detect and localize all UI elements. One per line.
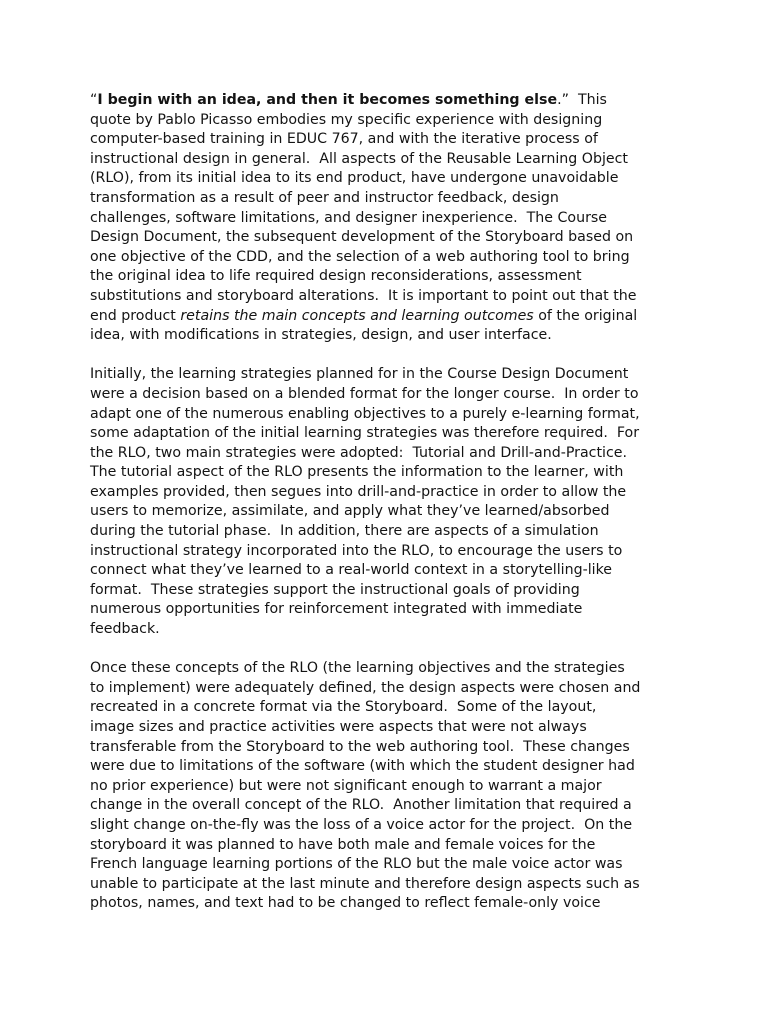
text-line: were due to limitations of the software (with which the student designer had: [90, 758, 635, 775]
text-line: image sizes and practice activities were aspects that were not always: [90, 719, 587, 735]
text-line: computer-based training in EDUC 767, and with the iterative process of: [90, 131, 598, 148]
text-line: instructional design in general. All aspects of the Reusable Learning Object: [90, 150, 628, 167]
text-line: feedback.: [90, 621, 160, 638]
text-line: unable to participate at the last minute and therefore design aspects such as: [90, 875, 640, 892]
text-line: Once these concepts of the RLO (the learning objectives and the strategies: [90, 660, 625, 677]
text-line: adapt one of the numerous enabling objectives to a purely e-learning format,: [90, 405, 640, 422]
text-line: format. These strategies support the instructional goals of providing: [90, 581, 580, 598]
closing-quote-mark: .” This: [557, 92, 607, 108]
text-line: numerous opportunities for reinforcement integrated with immediate: [90, 601, 583, 618]
opening-quote-mark: “: [90, 92, 98, 108]
text-line: storyboard it was planned to have both male and female voices for the: [90, 836, 596, 853]
text-line: one objective of the CDD, and the selection of a web authoring tool to bring: [90, 248, 630, 265]
text-line: change in the overall concept of the RLO. Another limitation that required a: [90, 797, 632, 814]
text-line: instructional strategy incorporated into the RLO, to encourage the users to: [90, 542, 623, 559]
text-line: challenges, software limitations, and designer inexperience. The Course: [90, 209, 608, 226]
text-line: were a decision based on a blended format for the longer course. In order to: [90, 385, 639, 402]
text-line: substitutions and storyboard alterations. It is important to point out that the: [90, 287, 637, 304]
text-line: slight change on-the-fly was the loss of a voice actor for the project. On the: [90, 816, 633, 833]
text-segment: of the original: [533, 307, 638, 324]
paragraph-design: [90, 659, 690, 914]
text-line: transferable from the Storyboard to the web authoring tool. These changes: [90, 738, 630, 755]
text-line: examples provided, then segues into drill-and-practice in order to allow the: [90, 483, 627, 500]
text-line: The tutorial aspect of the RLO presents the information to the learner, with: [90, 464, 624, 481]
text-line: Design Document, the subsequent development of the Storyboard based on: [90, 229, 634, 246]
text-line: recreated in a concrete format via the Storyboard. Some of the layout,: [90, 699, 597, 716]
text-line: idea, with modifications in strategies, design, and user interface.: [90, 327, 552, 344]
text-line: no prior experience) but were not significant enough to warrant a major: [90, 777, 602, 794]
text-line: [90, 307, 690, 327]
text-line: users to memorize, assimilate, and apply what they’ve learned/absorbed: [90, 503, 610, 520]
emphasized-text: retains the main concepts and learning outcomes: [180, 307, 534, 324]
text-line: to implement) were adequately defined, the design aspects were chosen and: [90, 679, 641, 696]
text-line: [90, 91, 690, 111]
text-line: photos, names, and text had to be changed to reflect female-only voice: [90, 895, 601, 912]
picasso-quote: I begin with an idea, and then it becomes something else: [97, 92, 558, 108]
text-line: Initially, the learning strategies planned for in the Course Design Document: [90, 366, 629, 383]
text-segment: end product: [90, 307, 181, 324]
paragraph-intro: [90, 91, 690, 346]
text-line: the RLO, two main strategies were adopted: Tutorial and Drill-and-Practice.: [90, 444, 628, 461]
text-line: during the tutorial phase. In addition, there are aspects of a simulation: [90, 523, 599, 540]
text-line: connect what they’ve learned to a real-world context in a storytelling-like: [90, 562, 613, 579]
text-line: transformation as a result of peer and instructor feedback, design: [90, 189, 559, 206]
text-line: quote by Pablo Picasso embodies my specific experience with designing: [90, 111, 603, 128]
document-page: [90, 91, 690, 934]
text-line: French language learning portions of the RLO but the male voice actor was: [90, 856, 623, 873]
text-line: (RLO), from its initial idea to its end product, have undergone unavoidable: [90, 170, 619, 187]
text-line: the original idea to life required design reconsiderations, assessment: [90, 268, 582, 285]
text-line: some adaptation of the initial learning strategies was therefore required. For: [90, 425, 640, 442]
paragraph-strategies: [90, 365, 690, 639]
